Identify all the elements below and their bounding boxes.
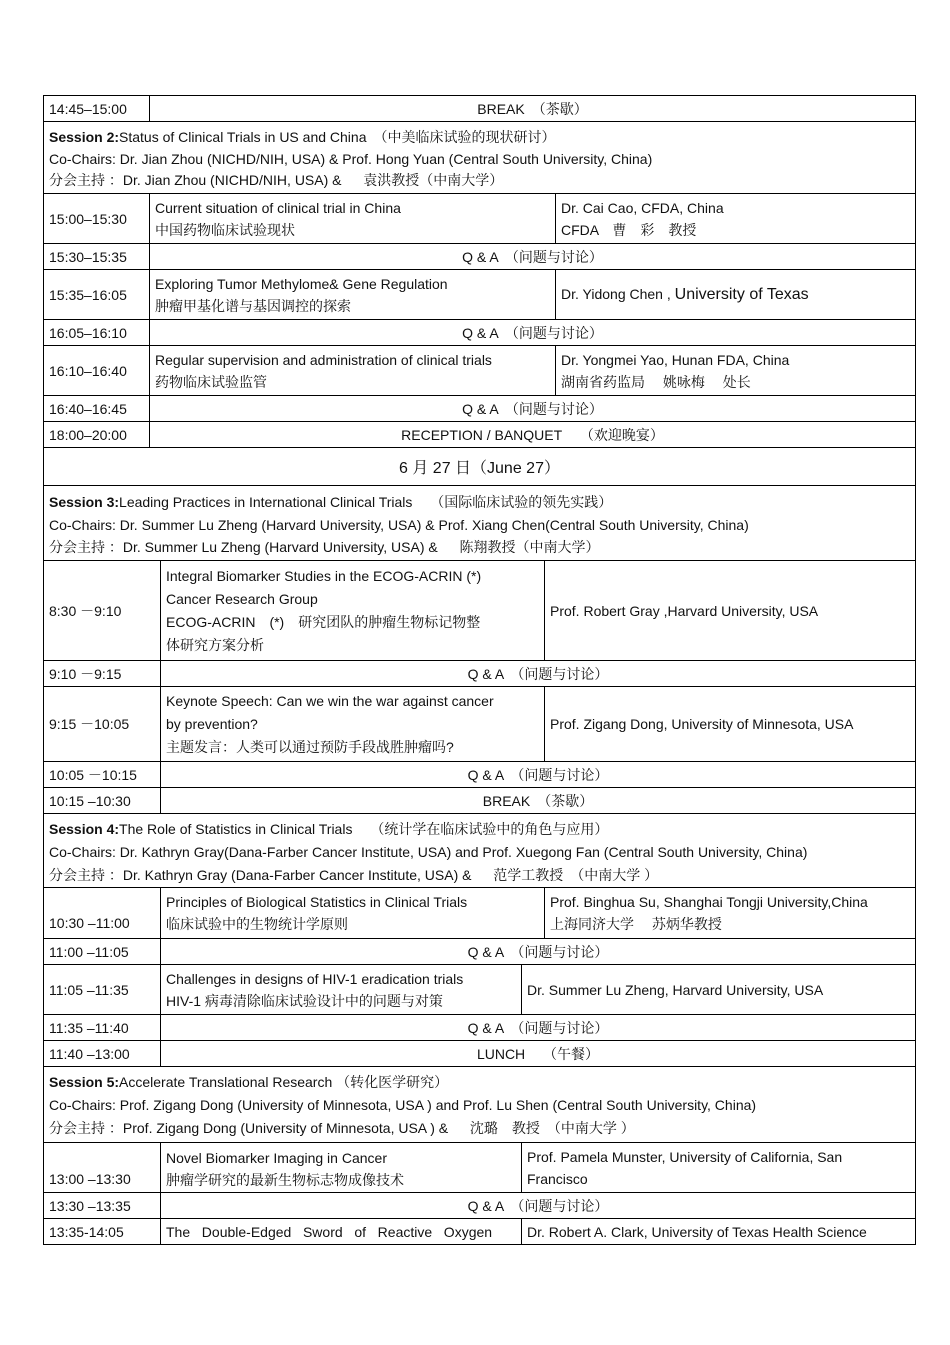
speaker-cn: CFDA 曹 彩 教授 (561, 221, 697, 238)
table-row (43, 938, 916, 964)
speaker-affiliation: University of Texas (674, 286, 809, 303)
session-header (43, 485, 916, 560)
time-cell: 10:05 －10:15 (49, 766, 137, 783)
speaker-cell (544, 561, 915, 660)
talk-title-en: Challenges in designs of HIV-1 eradication trials (166, 970, 464, 987)
speaker-en: Dr. Yidong Chen , (561, 286, 675, 302)
table-row (43, 95, 916, 121)
talk-title-cell (160, 1143, 521, 1192)
talk-title-cell (160, 687, 544, 761)
time-cell: 14:45–15:00 (49, 100, 127, 117)
time-cell: 18:00–20:00 (49, 426, 127, 443)
table-row (43, 761, 916, 787)
session-title-text: Leading Practices in International Clinical Trials （国际临床试验的领先实践） (119, 494, 613, 510)
speaker-en: Prof. Binghua Su, Shanghai Tongji University,China (550, 894, 868, 910)
schedule-table (43, 95, 916, 1245)
speaker-en: Dr. Yongmei Yao, Hunan FDA, China (561, 351, 790, 368)
speaker-en: Dr. Cai Cao, CFDA, China (561, 199, 724, 216)
time-cell: 10:30 –11:00 (49, 915, 130, 931)
time-cell: 13:35-14:05 (49, 1223, 124, 1240)
co-chairs: Co-Chairs: Dr. Summer Lu Zheng (Harvard University, USA) & Prof. Xiang Chen(Central South University, China) (49, 517, 749, 533)
break-cell: BREAK （茶歇） (149, 96, 915, 121)
session-label: Session 5: (49, 1074, 120, 1090)
session-title (49, 1071, 910, 1093)
table-row (43, 1040, 916, 1066)
qa-cell: Q & A （问题与讨论） (160, 1015, 915, 1040)
time-cell: 16:05–16:10 (49, 324, 127, 341)
talk-title-line: 体研究方案分析 (166, 636, 264, 653)
session-title-text: Accelerate Translational Research （转化医学研究） (119, 1074, 449, 1090)
talk-title-cell (149, 270, 555, 319)
time-cell: 9:10 －9:15 (49, 665, 122, 682)
talk-title-cn: 药物临床试验监管 (155, 373, 267, 390)
date-row (43, 447, 916, 485)
time-cell: 10:15 –10:30 (49, 792, 131, 809)
session-info (44, 814, 915, 890)
table-row (43, 243, 916, 269)
qa-cell: Q & A （问题与讨论） (160, 762, 915, 787)
speaker-cn: 上海同济大学 苏炳华教授 (550, 916, 722, 932)
session-header (43, 121, 916, 193)
table-row (43, 686, 916, 761)
talk-title-en: Current situation of clinical trial in China (155, 199, 401, 216)
talk-title-cn: 肿瘤学研究的最新生物标志物成像技术 (166, 1172, 404, 1188)
time-cell: 13:00 –13:30 (49, 1171, 131, 1187)
talk-title-cn: HIV-1 病毒清除临床试验设计中的问题与对策 (166, 992, 443, 1009)
speaker-cell (521, 1143, 915, 1192)
qa-cell: Q & A （问题与讨论） (160, 661, 915, 686)
qa-cell: Q & A （问题与讨论） (149, 396, 915, 421)
talk-title-line: Integral Biomarker Studies in the ECOG-ACRIN (*) (166, 567, 482, 584)
time-cell: 11:05 –11:35 (49, 981, 129, 998)
time-cell: 15:00–15:30 (49, 210, 127, 227)
talk-title-en: Novel Biomarker Imaging in Cancer (166, 1150, 387, 1166)
session-host: 分会主持 ：Dr. Jian Zhou (NICHD/NIH, USA) & 袁洪教授（中南大学） (49, 172, 504, 188)
session-title (49, 818, 910, 840)
session-title-text: The Role of Statistics in Clinical Trials （统计学在临床试验中的角色与应用） (119, 821, 609, 837)
speaker-cn: 湖南省药监局 姚咏梅 处长 (561, 373, 751, 390)
time-cell: 16:40–16:45 (49, 400, 127, 417)
table-row (43, 345, 916, 395)
talk-title-cn: 中国药物临床试验现状 (155, 221, 295, 238)
talk-title-cell (149, 346, 555, 395)
table-row (43, 1142, 916, 1192)
session-header (43, 1066, 916, 1142)
co-chairs: Co-Chairs: Prof. Zigang Dong (University of Minnesota, USA ) and Prof. Lu Shen (Central South University, China) (49, 1097, 757, 1113)
table-row (43, 560, 916, 660)
speaker-line: Prof. Pamela Munster, University of California, San (527, 1148, 843, 1165)
talk-title-line: ECOG-ACRIN (*) 研究团队的肿瘤生物标记物整 (166, 613, 481, 630)
session-label: Session 4: (49, 821, 120, 837)
qa-cell: Q & A （问题与讨论） (149, 244, 915, 269)
time-cell: 11:35 –11:40 (49, 1019, 129, 1036)
co-chairs: Co-Chairs: Dr. Jian Zhou (NICHD/NIH, USA) & Prof. Hong Yuan (Central South University, China) (49, 151, 653, 167)
session-title (49, 490, 910, 514)
table-row (43, 1192, 916, 1218)
session-header (43, 813, 916, 887)
qa-cell: Q & A （问题与讨论） (160, 1193, 915, 1218)
talk-title-line: Keynote Speech: Can we win the war against cancer (166, 692, 494, 709)
talk-title-en: The Double-Edged Sword of Reactive Oxygen (166, 1223, 493, 1240)
table-row (43, 193, 916, 243)
table-row (43, 1218, 916, 1245)
time-cell: 11:40 –13:00 (49, 1045, 130, 1062)
time-cell: 9:15 －10:05 (49, 716, 130, 732)
table-row (43, 660, 916, 686)
speaker-cell (544, 687, 915, 761)
speaker-cell (555, 346, 915, 395)
time-cell: 11:00 –11:05 (49, 943, 129, 960)
lunch-cell: LUNCH （午餐） (160, 1041, 915, 1066)
reception-cell: RECEPTION / BANQUET （欢迎晚宴） (149, 422, 915, 447)
speaker-en: Prof. Zigang Dong, University of Minnesota, USA (550, 716, 854, 732)
speaker-en: Dr. Robert A. Clark, University of Texas Health Science (527, 1223, 867, 1240)
table-row (43, 395, 916, 421)
talk-title-line: by prevention? (166, 715, 258, 732)
session-host: 分会主持 ：Prof. Zigang Dong (University of Minnesota, USA ) & 沈璐 教授 （中南大学 ） (49, 1120, 635, 1136)
speaker-cell (544, 888, 915, 938)
talk-title-cell (149, 194, 555, 243)
table-row (43, 421, 916, 447)
talk-title-line: 主题发言：人类可以通过预防手段战胜肿瘤吗? (166, 738, 454, 755)
speaker-cell (555, 270, 915, 319)
time-cell: 15:30–15:35 (49, 248, 127, 265)
talk-title-cn: 肿瘤甲基化谱与基因调控的探索 (155, 297, 351, 314)
speaker-en: Prof. Robert Gray ,Harvard University, USA (550, 602, 819, 619)
speaker-cell (555, 194, 915, 243)
table-row (43, 887, 916, 938)
session-title (49, 126, 910, 148)
co-chairs: Co-Chairs: Dr. Kathryn Gray(Dana-Farber Cancer Institute, USA) and Prof. Xuegong Fan (Central South University, China) (49, 844, 808, 860)
time-cell: 13:30 –13:35 (49, 1197, 131, 1214)
talk-title-en: Exploring Tumor Methylome& Gene Regulation (155, 275, 448, 292)
time-cell: 15:35–16:05 (49, 286, 127, 303)
qa-cell: Q & A （问题与讨论） (149, 320, 915, 345)
session-label: Session 2: (49, 129, 120, 145)
qa-cell: Q & A （问题与讨论） (160, 939, 915, 964)
day-heading: 6 月 27 日（June 27） (399, 460, 560, 477)
session-info (44, 486, 915, 562)
table-row (43, 964, 916, 1014)
break-cell: BREAK （茶歇） (160, 788, 915, 813)
talk-title-cell (160, 1219, 521, 1244)
table-row (43, 1014, 916, 1040)
session-host: 分会主持 ：Dr. Kathryn Gray (Dana-Farber Cancer Institute, USA) & 范学工教授 （中南大学 ） (49, 867, 659, 883)
session-host: 分会主持 ：Dr. Summer Lu Zheng (Harvard University, USA) & 陈翔教授（中南大学） (49, 539, 600, 555)
talk-title-cell (160, 561, 544, 660)
session-title-text: Status of Clinical Trials in US and China （中美临床试验的现状研讨） (119, 129, 556, 145)
speaker-line: Francisco (527, 1170, 588, 1187)
speaker-cell (521, 1219, 915, 1244)
talk-title-cell (160, 888, 544, 938)
speaker-en: Dr. Summer Lu Zheng, Harvard University, USA (527, 981, 824, 998)
table-row (43, 319, 916, 345)
talk-title-cn: 临床试验中的生物统计学原则 (166, 916, 348, 932)
talk-title-line: Cancer Research Group (166, 590, 318, 607)
speaker-cell (521, 965, 915, 1014)
session-info (44, 1067, 915, 1143)
talk-title-cell (160, 965, 521, 1014)
session-label: Session 3: (49, 494, 120, 510)
table-row (43, 787, 916, 813)
time-cell: 8:30 －9:10 (49, 602, 122, 619)
session-info (44, 122, 915, 194)
talk-title-en: Regular supervision and administration of clinical trials (155, 351, 492, 368)
talk-title-en: Principles of Biological Statistics in Clinical Trials (166, 894, 468, 910)
table-row (43, 269, 916, 319)
time-cell: 16:10–16:40 (49, 362, 127, 379)
